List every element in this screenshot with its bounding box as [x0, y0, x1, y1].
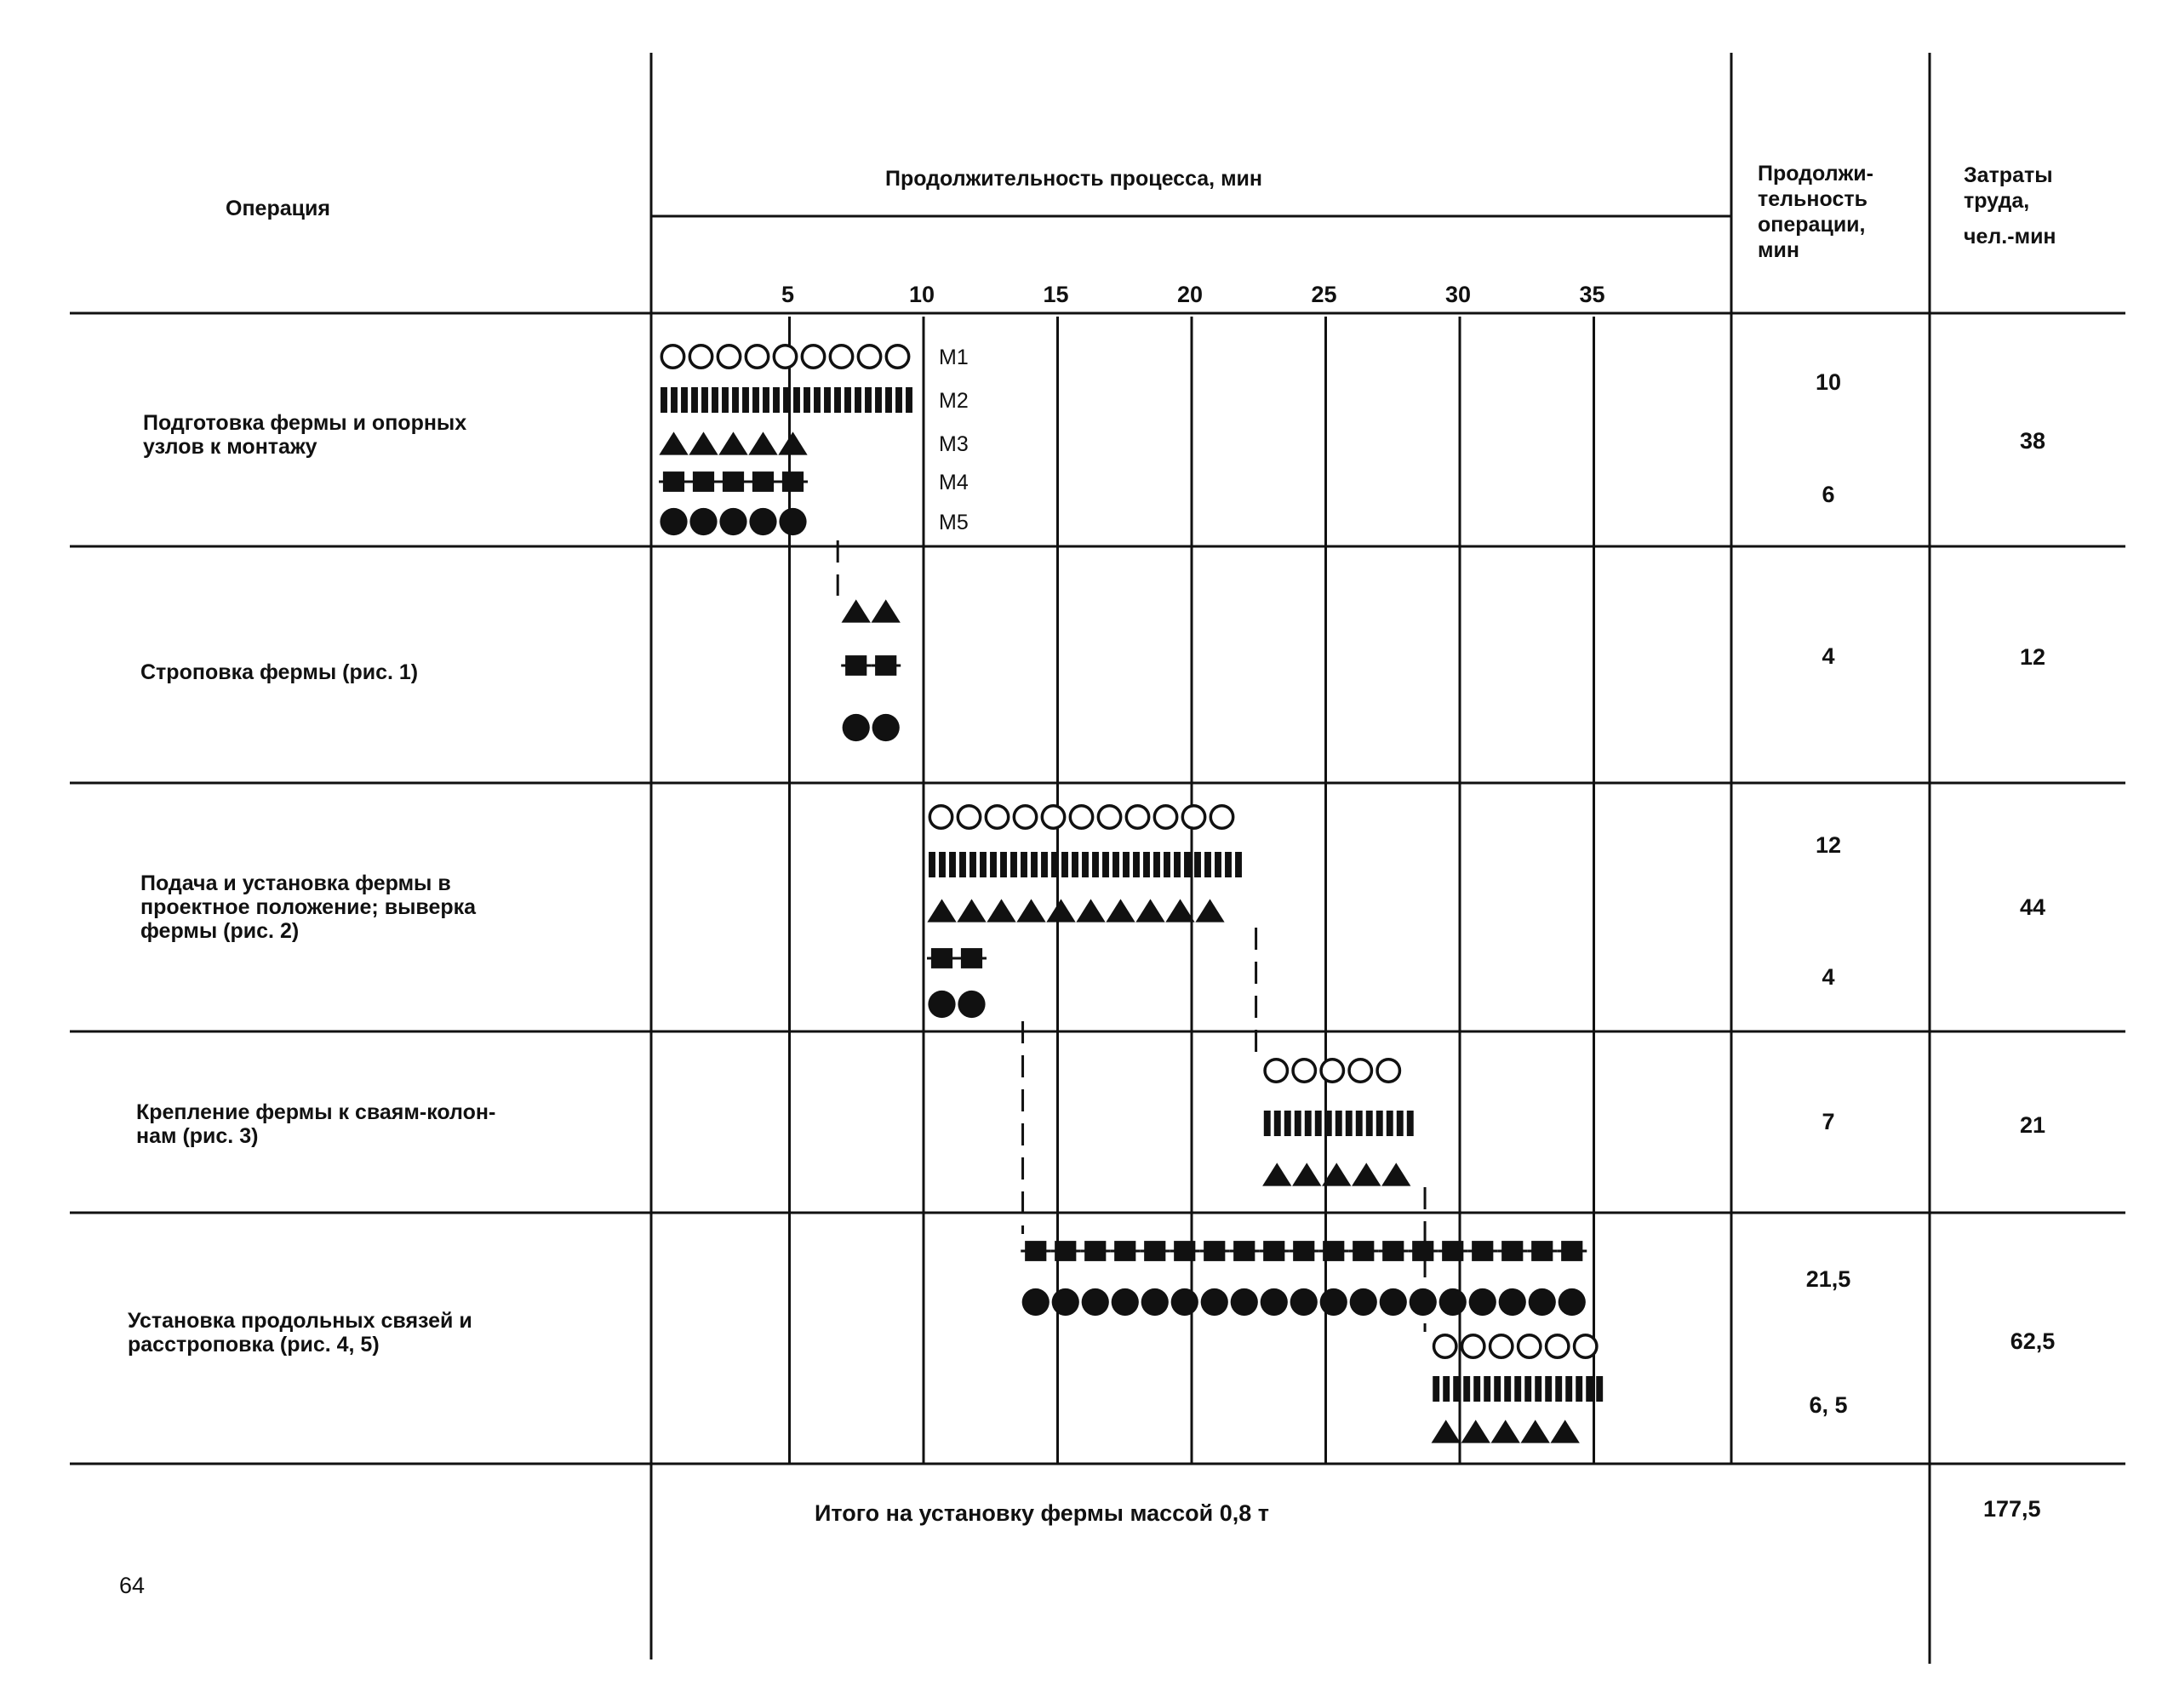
bar-marker — [742, 387, 749, 413]
filled-circle-marker — [689, 508, 717, 535]
operation-name-1-1: Подготовка фермы и опорных — [143, 411, 467, 435]
triangle-marker — [1195, 899, 1224, 922]
op-duration-1-2: 6 — [1822, 482, 1835, 507]
open-circle-marker — [1462, 1335, 1484, 1357]
operation-name-4-2: нам (рис. 3) — [136, 1124, 259, 1148]
filled-circle-marker — [1201, 1288, 1228, 1316]
filled-circle-marker — [1529, 1288, 1556, 1316]
bar-marker — [1153, 852, 1160, 877]
bar-marker — [752, 387, 759, 413]
operation-labels — [128, 411, 495, 1357]
open-circle-marker — [661, 346, 683, 368]
bar-op3-4 — [928, 991, 985, 1018]
bar-op3-3 — [927, 948, 987, 968]
filled-circle-marker — [928, 991, 955, 1018]
open-circle-marker — [746, 346, 768, 368]
bar-op5-4 — [1432, 1420, 1580, 1442]
bar-marker — [1194, 852, 1201, 877]
triangle-marker — [778, 431, 807, 454]
bar-marker — [814, 387, 821, 413]
bar-marker — [1215, 852, 1221, 877]
page-number: 64 — [119, 1573, 146, 1598]
bar-op1-4 — [660, 508, 806, 535]
filled-circle-marker — [779, 508, 806, 535]
op-duration-1-1: 10 — [1815, 369, 1842, 395]
open-circle-marker — [1042, 806, 1064, 828]
bar-marker — [1235, 852, 1242, 877]
open-circle-marker — [1126, 806, 1148, 828]
header-op-duration-3: операции, — [1758, 213, 1866, 237]
worker-label-М5: М5 — [939, 511, 969, 534]
bar-marker — [1123, 852, 1130, 877]
triangle-marker — [872, 599, 901, 622]
bar-marker — [980, 852, 987, 877]
bar-marker — [1225, 852, 1232, 877]
open-circle-marker — [986, 806, 1008, 828]
filled-circle-marker — [1022, 1288, 1050, 1316]
bar-marker — [722, 387, 729, 413]
op-duration-5-2: 6, 5 — [1809, 1392, 1848, 1418]
tick-label-15: 15 — [1043, 282, 1069, 307]
open-circle-marker — [886, 346, 908, 368]
open-circle-marker — [1265, 1060, 1287, 1082]
open-circle-marker — [718, 346, 740, 368]
bar-op5-2 — [1434, 1335, 1597, 1357]
bar-marker — [906, 387, 912, 413]
bar-op5-0 — [1021, 1241, 1587, 1261]
filled-circle-marker — [872, 714, 900, 741]
bar-op1-2 — [659, 431, 807, 454]
filled-circle-marker — [719, 508, 746, 535]
bar-marker — [1204, 852, 1211, 877]
filled-circle-marker — [958, 991, 985, 1018]
bar-marker — [1433, 1376, 1439, 1402]
triangle-marker — [1491, 1420, 1520, 1442]
operation-name-3-3: фермы (рис. 2) — [140, 919, 300, 943]
bar-marker — [763, 387, 769, 413]
open-circle-marker — [1070, 806, 1092, 828]
bar-marker — [855, 387, 861, 413]
header-labor-3: чел.-мин — [1964, 225, 2056, 248]
open-circle-marker — [1293, 1060, 1315, 1082]
triangle-marker — [987, 899, 1015, 922]
bar-marker — [1082, 852, 1089, 877]
open-circle-marker — [1490, 1335, 1513, 1357]
bar-marker — [1284, 1111, 1291, 1136]
operation-name-5-2: расстроповка (рис. 4, 5) — [128, 1333, 380, 1357]
bar-marker — [1555, 1376, 1562, 1402]
bar-marker — [1133, 852, 1140, 877]
bar-marker — [1356, 1111, 1363, 1136]
op-duration-2-1: 4 — [1822, 643, 1835, 669]
bar-marker — [691, 387, 698, 413]
bar-marker — [844, 387, 851, 413]
bar-marker — [1494, 1376, 1501, 1402]
header-process-duration: Продолжительность процесса, мин — [885, 167, 1263, 191]
triangle-marker — [927, 899, 956, 922]
bar-marker — [865, 387, 872, 413]
labor-2: 12 — [2019, 644, 2046, 670]
filled-circle-marker — [1380, 1288, 1407, 1316]
open-circle-marker — [830, 346, 852, 368]
op-duration-3-1: 12 — [1815, 832, 1842, 858]
open-circle-marker — [689, 346, 712, 368]
bar-marker — [1102, 852, 1109, 877]
open-circle-marker — [1575, 1335, 1597, 1357]
bar-marker — [1092, 852, 1099, 877]
triangle-marker — [718, 431, 747, 454]
worker-label-М2: М2 — [939, 389, 969, 413]
bar-marker — [959, 852, 966, 877]
bar-marker — [1535, 1376, 1541, 1402]
triangle-marker — [1016, 899, 1045, 922]
triangle-marker — [1352, 1162, 1381, 1185]
triangle-marker — [1521, 1420, 1550, 1442]
bar-marker — [1565, 1376, 1572, 1402]
worker-bars — [659, 346, 1603, 1443]
bar-op4-2 — [1262, 1162, 1410, 1185]
operation-name-3-2: проектное положение; выверка — [140, 895, 477, 919]
triangle-marker — [1076, 899, 1105, 922]
bar-marker — [1504, 1376, 1511, 1402]
bar-marker — [773, 387, 780, 413]
bar-marker — [929, 852, 935, 877]
triangle-marker — [842, 599, 871, 622]
triangle-marker — [659, 431, 688, 454]
bar-op1-1 — [661, 387, 912, 413]
bar-marker — [1524, 1376, 1531, 1402]
bar-marker — [895, 387, 902, 413]
operation-name-5-1: Установка продольных связей и — [128, 1309, 472, 1333]
triangle-marker — [1432, 1420, 1461, 1442]
bar-marker — [1453, 1376, 1460, 1402]
open-circle-marker — [802, 346, 824, 368]
bar-marker — [1545, 1376, 1552, 1402]
open-circle-marker — [1519, 1335, 1541, 1357]
filled-circle-marker — [1261, 1288, 1288, 1316]
bar-marker — [1473, 1376, 1480, 1402]
filled-circle-marker — [1410, 1288, 1437, 1316]
bar-marker — [1336, 1111, 1342, 1136]
bar-op4-1 — [1264, 1111, 1414, 1136]
worker-label-М1: М1 — [939, 346, 969, 369]
filled-circle-marker — [1171, 1288, 1198, 1316]
triangle-marker — [1551, 1420, 1580, 1442]
bar-marker — [732, 387, 739, 413]
bar-marker — [1112, 852, 1119, 877]
bar-marker — [1051, 852, 1058, 877]
labor-1: 38 — [2019, 428, 2046, 454]
open-circle-marker — [1377, 1060, 1399, 1082]
open-circle-marker — [1154, 806, 1176, 828]
operation-name-2-1: Строповка фермы (рис. 1) — [140, 660, 419, 684]
open-circle-marker — [1547, 1335, 1569, 1357]
bar-marker — [1514, 1376, 1521, 1402]
bar-marker — [990, 852, 997, 877]
bar-marker — [1366, 1111, 1373, 1136]
bar-marker — [885, 387, 892, 413]
bar-marker — [661, 387, 667, 413]
bar-op3-1 — [929, 852, 1242, 877]
bar-marker — [701, 387, 708, 413]
filled-circle-marker — [1439, 1288, 1467, 1316]
bar-marker — [1143, 852, 1150, 877]
triangle-marker — [1046, 899, 1075, 922]
filled-circle-marker — [1082, 1288, 1109, 1316]
tick-label-5: 5 — [781, 282, 795, 307]
open-circle-marker — [1210, 806, 1233, 828]
open-circle-marker — [1098, 806, 1120, 828]
bar-marker — [834, 387, 841, 413]
bar-marker — [1586, 1376, 1593, 1402]
bar-marker — [1305, 1111, 1312, 1136]
bar-marker — [804, 387, 810, 413]
open-circle-marker — [929, 806, 952, 828]
triangle-marker — [1106, 899, 1135, 922]
bar-op4-0 — [1265, 1060, 1399, 1082]
bar-marker — [1315, 1111, 1322, 1136]
triangle-marker — [1461, 1420, 1490, 1442]
bar-marker — [939, 852, 946, 877]
operation-name-4-1: Крепление фермы к сваям-колон- — [136, 1100, 496, 1124]
labor-4: 21 — [2019, 1112, 2046, 1138]
bar-marker — [793, 387, 800, 413]
triangle-marker — [1292, 1162, 1321, 1185]
bar-marker — [1184, 852, 1191, 877]
open-circle-marker — [1349, 1060, 1371, 1082]
bar-marker — [712, 387, 718, 413]
bar-marker — [1443, 1376, 1450, 1402]
open-circle-marker — [1182, 806, 1204, 828]
tick-label-10: 10 — [908, 282, 935, 307]
filled-circle-marker — [1350, 1288, 1377, 1316]
header-op-duration-4: мин — [1758, 238, 1799, 262]
bar-marker — [1174, 852, 1181, 877]
bar-marker — [1376, 1111, 1383, 1136]
operation-name-1-2: узлов к монтажу — [143, 435, 317, 459]
triangle-marker — [957, 899, 986, 922]
header-labor-1: Затраты — [1964, 163, 2053, 187]
bar-marker — [1484, 1376, 1490, 1402]
header-op-duration-2: тельность — [1758, 187, 1867, 211]
filled-circle-marker — [1559, 1288, 1586, 1316]
bar-op3-2 — [927, 899, 1224, 922]
total-value: 177,5 — [1983, 1496, 2041, 1522]
bar-marker — [783, 387, 790, 413]
open-circle-marker — [958, 806, 980, 828]
bar-marker — [1397, 1111, 1404, 1136]
bar-marker — [969, 852, 976, 877]
bar-marker — [1576, 1376, 1582, 1402]
bar-op3-0 — [929, 806, 1233, 828]
filled-circle-marker — [1141, 1288, 1169, 1316]
bar-marker — [824, 387, 831, 413]
triangle-marker — [689, 431, 718, 454]
bar-marker — [1407, 1111, 1414, 1136]
filled-circle-marker — [1469, 1288, 1496, 1316]
bar-marker — [875, 387, 882, 413]
bar-marker — [1264, 1111, 1271, 1136]
tick-label-35: 35 — [1579, 282, 1605, 307]
bar-op2-0 — [842, 599, 901, 622]
triangle-marker — [1135, 899, 1164, 922]
bar-op1-3 — [659, 471, 808, 492]
open-circle-marker — [1321, 1060, 1343, 1082]
labor-5: 62,5 — [2010, 1328, 2056, 1354]
triangle-marker — [748, 431, 777, 454]
filled-circle-marker — [1112, 1288, 1139, 1316]
bar-marker — [1274, 1111, 1281, 1136]
bar-marker — [1346, 1111, 1353, 1136]
worker-label-М3: М3 — [939, 432, 969, 456]
bar-marker — [671, 387, 678, 413]
bar-op2-2 — [843, 714, 900, 741]
bar-marker — [1387, 1111, 1393, 1136]
bar-op1-0 — [661, 346, 908, 368]
bar-op5-3 — [1433, 1376, 1603, 1402]
bar-op2-1 — [841, 655, 901, 676]
worker-label-М4: М4 — [939, 471, 969, 494]
bar-marker — [1000, 852, 1007, 877]
header-op-duration-1: Продолжи- — [1758, 162, 1873, 186]
filled-circle-marker — [1290, 1288, 1318, 1316]
filled-circle-marker — [1499, 1288, 1526, 1316]
tick-label-30: 30 — [1444, 282, 1472, 307]
open-circle-marker — [1014, 806, 1036, 828]
bar-marker — [1164, 852, 1170, 877]
filled-circle-marker — [1320, 1288, 1347, 1316]
bar-marker — [1463, 1376, 1470, 1402]
bar-marker — [1061, 852, 1068, 877]
bar-marker — [1072, 852, 1078, 877]
triangle-marker — [1262, 1162, 1291, 1185]
header-labor-2: труда, — [1964, 189, 2030, 213]
bar-marker — [1041, 852, 1048, 877]
op-duration-5-1: 21,5 — [1805, 1266, 1851, 1292]
bar-marker — [1325, 1111, 1332, 1136]
total-label: Итого на установку фермы массой 0,8 т — [815, 1500, 1269, 1526]
bar-marker — [1031, 852, 1038, 877]
filled-circle-marker — [660, 508, 687, 535]
operation-name-3-1: Подача и установка фермы в — [140, 871, 451, 895]
filled-circle-marker — [1052, 1288, 1079, 1316]
filled-circle-marker — [749, 508, 776, 535]
op-duration-4-1: 7 — [1822, 1109, 1835, 1134]
bar-op5-1 — [1022, 1288, 1586, 1316]
bar-marker — [949, 852, 956, 877]
open-circle-marker — [1434, 1335, 1456, 1357]
bar-marker — [681, 387, 688, 413]
tick-label-20: 20 — [1176, 282, 1204, 307]
open-circle-marker — [774, 346, 796, 368]
filled-circle-marker — [1231, 1288, 1258, 1316]
header-operation: Операция — [226, 197, 330, 220]
labor-3: 44 — [2019, 894, 2046, 920]
open-circle-marker — [858, 346, 880, 368]
bar-marker — [1596, 1376, 1603, 1402]
triangle-marker — [1381, 1162, 1410, 1185]
filled-circle-marker — [843, 714, 870, 741]
bar-marker — [1021, 852, 1027, 877]
bar-marker — [1295, 1111, 1301, 1136]
worker-labels — [939, 346, 969, 534]
op-duration-3-2: 4 — [1822, 964, 1835, 990]
x-axis-ticks — [781, 282, 1605, 307]
bar-marker — [1010, 852, 1017, 877]
tick-label-25: 25 — [1311, 282, 1337, 307]
